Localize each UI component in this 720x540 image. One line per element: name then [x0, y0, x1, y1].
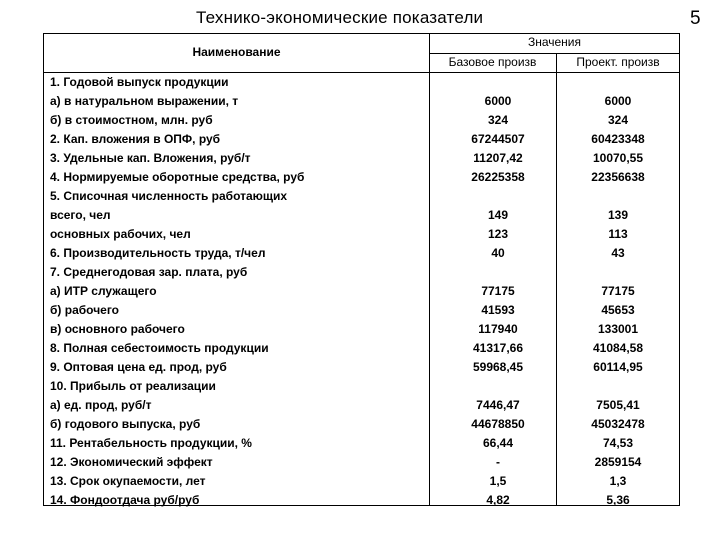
table-row-name: а) ИТР служащего — [50, 284, 157, 298]
table-cell-base: 117940 — [478, 322, 518, 336]
table-cell-base: 6000 — [484, 94, 512, 108]
table-cell-project: 2859154 — [594, 455, 642, 469]
header-name-column: Наименование — [192, 45, 281, 59]
table-row-name: 5. Списочная численность работающих — [50, 189, 288, 203]
table-cell-project: 7505,41 — [596, 398, 640, 412]
table-cell-base: 4,82 — [486, 493, 510, 507]
table-row-name: 2. Кап. вложения в ОПФ, руб — [50, 132, 221, 146]
table-row-name: 3. Удельные кап. Вложения, руб/т — [50, 151, 251, 165]
table-cell-project: 74,53 — [602, 436, 634, 450]
table-cell-base — [438, 73, 558, 92]
page-title: Технико-экономические показатели — [196, 8, 484, 27]
table-cell-base: 26225358 — [471, 170, 525, 184]
table-cell-base: 7446,47 — [476, 398, 520, 412]
base-values-column — [438, 73, 558, 510]
table-cell-base: 324 — [487, 113, 509, 127]
table-row-name: б) рабочего — [50, 303, 119, 317]
table-row-name: 8. Полная себестоимость продукции — [50, 341, 269, 355]
table-cell-base: 67244507 — [471, 132, 525, 146]
header-base-column: Базовое произв — [448, 55, 537, 69]
table-cell-base: 59968,45 — [472, 360, 524, 374]
table-row-name: 10. Прибыль от реализации — [50, 379, 216, 393]
table-cell-project: 43 — [611, 246, 625, 260]
table-cell-base: 11207,42 — [473, 151, 523, 165]
table-cell-project: 45032478 — [591, 417, 645, 431]
table-cell-project — [558, 187, 678, 206]
table-row-name: 6. Производительность труда, т/чел — [50, 246, 266, 260]
table-row-name: а) в натуральном выражении, т — [50, 94, 239, 108]
table-cell-project: 41084,58 — [592, 341, 644, 355]
table-cell-project — [558, 377, 678, 396]
table-cell-project: 77175 — [601, 284, 635, 298]
table-cell-project: 22356638 — [591, 170, 645, 184]
table-cell-project: 113 — [608, 227, 628, 241]
table-row-name: 12. Экономический эффект — [50, 455, 213, 469]
table-cell-project: 45653 — [601, 303, 635, 317]
table-cell-project: 5,36 — [606, 493, 630, 507]
table-cell-project: 6000 — [604, 94, 632, 108]
table-cell-project: 1,3 — [609, 474, 627, 488]
project-values-column — [558, 73, 678, 510]
table-cell-project: 139 — [607, 208, 629, 222]
indicators-table — [43, 33, 680, 506]
table-cell-base: 123 — [487, 227, 509, 241]
table-cell-project: 133001 — [597, 322, 639, 336]
table-cell-base — [438, 263, 558, 282]
indicator-names — [50, 73, 430, 510]
table-row-name: 13. Срок окупаемости, лет — [50, 474, 206, 488]
table-row-name: а) ед. прод, руб/т — [50, 398, 152, 412]
table-row-name: 14. Фондоотдача руб/руб — [50, 493, 200, 507]
table-row-name: б) в стоимостном, млн. руб — [50, 113, 213, 127]
values-header-divider — [429, 53, 679, 54]
table-cell-base — [438, 377, 558, 396]
table-cell-base: - — [496, 455, 500, 469]
header-values-group: Значения — [527, 35, 582, 49]
table-row-name: 4. Нормируемые оборотные средства, руб — [50, 170, 305, 184]
table-cell-base: 149 — [487, 208, 509, 222]
table-cell-base — [438, 187, 558, 206]
table-row-name: 1. Годовой выпуск продукции — [50, 75, 229, 89]
header-project-column: Проект. произв — [576, 55, 660, 69]
table-cell-base: 41593 — [481, 303, 515, 317]
table-cell-base: 1,5 — [489, 474, 507, 488]
table-row-name: основных рабочих, чел — [50, 227, 191, 241]
table-cell-project: 60114,95 — [593, 360, 643, 374]
table-cell-project: 60423348 — [591, 132, 645, 146]
table-cell-base: 44678850 — [471, 417, 525, 431]
table-cell-project: 10070,55 — [592, 151, 644, 165]
table-cell-project — [558, 263, 678, 282]
table-cell-base: 41317,66 — [472, 341, 524, 355]
table-row-name: всего, чел — [50, 208, 111, 222]
table-cell-base: 40 — [491, 246, 505, 260]
table-cell-project — [558, 73, 678, 92]
table-row-name: б) годового выпуска, руб — [50, 417, 201, 431]
table-row-name: 9. Оптовая цена ед. прод, руб — [50, 360, 227, 374]
table-row-name: 7. Среднегодовая зар. плата, руб — [50, 265, 248, 279]
table-cell-base: 66,44 — [482, 436, 514, 450]
page-number: 5 — [690, 8, 701, 29]
table-cell-base: 77175 — [481, 284, 515, 298]
table-cell-project: 324 — [607, 113, 629, 127]
table-row-name: 11. Рентабельность продукции, % — [50, 436, 252, 450]
table-row-name: в) основного рабочего — [50, 322, 185, 336]
